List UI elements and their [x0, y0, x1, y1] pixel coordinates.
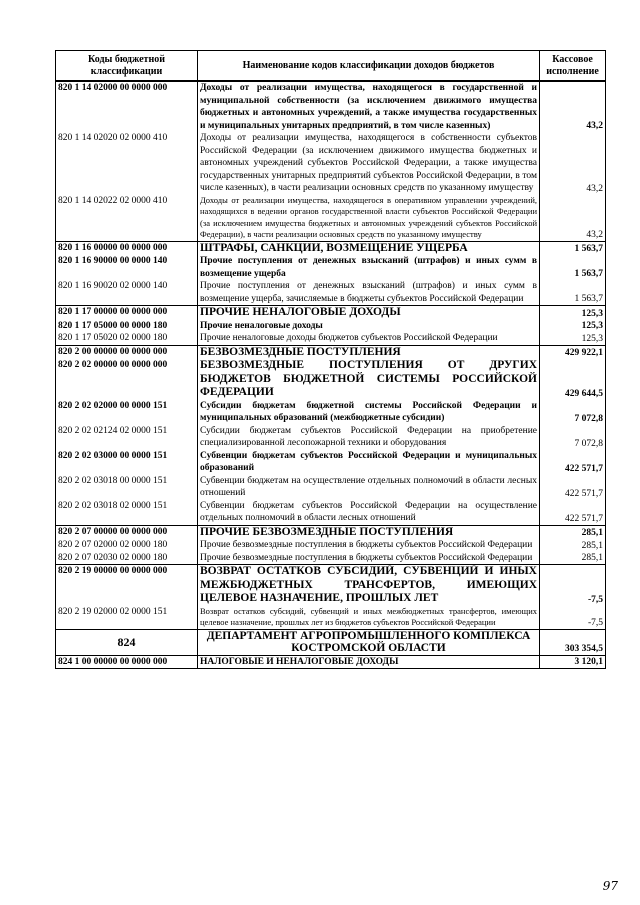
- row-value: -7,5: [540, 606, 606, 630]
- budget-table: [55, 50, 606, 669]
- row-name: ВОЗВРАТ ОСТАТКОВ СУБСИДИЙ, СУБВЕНЦИЙ И ИНЫХ МЕЖБЮДЖЕТНЫХ ТРАНСФЕРТОВ, ИМЕЮЩИХ ЦЕЛЕВОЕ НАЗНАЧЕНИЕ, ПРОШЛЫХ ЛЕТ: [198, 565, 540, 606]
- row-value: 429 644,5: [540, 359, 606, 400]
- row-name: Прочие безвозмездные поступления в бюджеты субъектов Российской Федерации: [198, 539, 540, 552]
- row-value: 303 354,5: [540, 629, 606, 655]
- row-value: 1 563,7: [540, 255, 606, 280]
- row-value: 125,3: [540, 320, 606, 333]
- row-code: 820 2 00 00000 00 0000 000: [56, 345, 198, 359]
- handwritten-page-mark: 97: [602, 879, 618, 893]
- table-row: [56, 195, 606, 242]
- row-code: 820 2 02 02124 02 0000 151: [56, 425, 198, 450]
- row-code: 820 2 19 00000 00 0000 000: [56, 565, 198, 606]
- row-value: 422 571,7: [540, 450, 606, 475]
- row-value: 1 563,7: [540, 280, 606, 306]
- row-code: 820 2 19 02000 02 0000 151: [56, 606, 198, 630]
- row-value: 43,2: [540, 81, 606, 132]
- row-name: Доходы от реализации имущества, находящегося в государственной и муниципальной собственности (за исключением движимого имущества бюджетных и автономных учреждений, а также имущества государственных и муниципальных унитарных предприятий, в том числе казенных): [198, 81, 540, 132]
- row-name: Прочие неналоговые доходы: [198, 320, 540, 333]
- row-name: Доходы от реализации имущества, находящегося в собственности субъектов Российской Федерации (за исключением движимого имущества бюджетных и автономных учреждений субъектов Российской Федерации, а также имущества государственных унитарных предприятий субъектов Российской Федерации, в том числе казенных), в части реализации основных средств по указанному имуществу: [198, 132, 540, 195]
- row-name: Прочие безвозмездные поступления в бюджеты субъектов Российской Федерации: [198, 552, 540, 565]
- row-value: 125,3: [540, 332, 606, 345]
- header-name: Наименование кодов классификации доходов бюджетов: [198, 51, 540, 82]
- table-row: [56, 255, 606, 280]
- row-code: 820 2 07 02030 02 0000 180: [56, 552, 198, 565]
- row-name: Субвенции бюджетам субъектов Российской Федерации и муниципальных образований: [198, 450, 540, 475]
- header-code: Коды бюджетной классификации: [56, 51, 198, 82]
- table-row: [56, 552, 606, 565]
- table-row: [56, 565, 606, 606]
- row-value: 422 571,7: [540, 475, 606, 500]
- table-row-department: [56, 629, 606, 655]
- table-row: [56, 280, 606, 306]
- row-value: 43,2: [540, 132, 606, 195]
- table-row: [56, 475, 606, 500]
- row-value: 7 072,8: [540, 400, 606, 425]
- table-header-row: [56, 51, 606, 82]
- row-code: 820 2 07 02000 02 0000 180: [56, 539, 198, 552]
- row-name: Прочие поступления от денежных взысканий (штрафов) и иных сумм в возмещение ущерба: [198, 255, 540, 280]
- row-name: ШТРАФЫ, САНКЦИИ, ВОЗМЕЩЕНИЕ УЩЕРБА: [198, 241, 540, 255]
- row-name: БЕЗВОЗМЕЗДНЫЕ ПОСТУПЛЕНИЯ: [198, 345, 540, 359]
- row-code: 824 1 00 00000 00 0000 000: [56, 655, 198, 669]
- table-row: [56, 655, 606, 669]
- table-row: [56, 332, 606, 345]
- row-code: 820 2 02 00000 00 0000 000: [56, 359, 198, 400]
- row-code: 820 1 17 05000 00 0000 180: [56, 320, 198, 333]
- row-value: 1 563,7: [540, 241, 606, 255]
- row-code: 820 1 17 05020 02 0000 180: [56, 332, 198, 345]
- row-code: 820 1 16 90020 02 0000 140: [56, 280, 198, 306]
- row-name: Прочие поступления от денежных взысканий (штрафов) и иных сумм в возмещение ущерба, зачисляемые в бюджеты субъектов Российской Федерации: [198, 280, 540, 306]
- row-value: 125,3: [540, 306, 606, 320]
- table-row: [56, 425, 606, 450]
- row-value: 285,1: [540, 552, 606, 565]
- row-value: 422 571,7: [540, 500, 606, 526]
- row-name: ПРОЧИЕ НЕНАЛОГОВЫЕ ДОХОДЫ: [198, 306, 540, 320]
- table-row: [56, 345, 606, 359]
- row-code: 820 1 17 00000 00 0000 000: [56, 306, 198, 320]
- row-name: ПРОЧИЕ БЕЗВОЗМЕЗДНЫЕ ПОСТУПЛЕНИЯ: [198, 525, 540, 539]
- table-row: [56, 132, 606, 195]
- row-value: 7 072,8: [540, 425, 606, 450]
- row-code: 820 2 07 00000 00 0000 000: [56, 525, 198, 539]
- header-value: Кассовое исполнение: [540, 51, 606, 82]
- row-value: 429 922,1: [540, 345, 606, 359]
- row-code: 820 1 16 90000 00 0000 140: [56, 255, 198, 280]
- row-name: Субсидии бюджетам бюджетной системы Российской Федерации и муниципальных образований (межбюджетные субсидии): [198, 400, 540, 425]
- row-value: -7,5: [540, 565, 606, 606]
- table-row: [56, 539, 606, 552]
- table-row: [56, 500, 606, 526]
- row-code: 820 1 14 02022 02 0000 410: [56, 195, 198, 242]
- row-name: Прочие неналоговые доходы бюджетов субъектов Российской Федерации: [198, 332, 540, 345]
- row-code: 824: [56, 629, 198, 655]
- row-name: Доходы от реализации имущества, находящегося в оперативном управлении учреждений, находящихся в ведении органов государственной власти субъектов Российской Федерации (за исключением имущества бюджетных и автономных учреждений субъектов Российской Федерации), в части реализации основных средств по указанному имуществу: [198, 195, 540, 242]
- row-code: 820 2 02 03018 00 0000 151: [56, 475, 198, 500]
- table-row: [56, 525, 606, 539]
- row-value: 285,1: [540, 539, 606, 552]
- row-name: Возврат остатков субсидий, субвенций и иных межбюджетных трансфертов, имеющих целевое назначение, прошлых лет из бюджетов субъектов Российской Федерации: [198, 606, 540, 630]
- table-row: [56, 241, 606, 255]
- row-value: 285,1: [540, 525, 606, 539]
- row-code: 820 2 02 03000 00 0000 151: [56, 450, 198, 475]
- row-code: 820 2 02 02000 00 0000 151: [56, 400, 198, 425]
- row-code: 820 2 02 03018 02 0000 151: [56, 500, 198, 526]
- table-row: [56, 81, 606, 132]
- row-value: 3 120,1: [540, 655, 606, 669]
- row-code: 820 1 14 02020 02 0000 410: [56, 132, 198, 195]
- table-row: [56, 450, 606, 475]
- row-name: НАЛОГОВЫЕ И НЕНАЛОГОВЫЕ ДОХОДЫ: [198, 655, 540, 669]
- table-row: [56, 320, 606, 333]
- row-name: Субвенции бюджетам субъектов Российской Федерации на осуществление отдельных полномочий в области лесных отношений: [198, 500, 540, 526]
- table-row: [56, 359, 606, 400]
- row-code: 820 1 16 00000 00 0000 000: [56, 241, 198, 255]
- row-value: 43,2: [540, 195, 606, 242]
- table-row: [56, 400, 606, 425]
- table-row: [56, 606, 606, 630]
- row-name: Субсидии бюджетам субъектов Российской Федерации на приобретение специализированной лесопожарной техники и оборудования: [198, 425, 540, 450]
- row-name: Субвенции бюджетам на осуществление отдельных полномочий в области лесных отношений: [198, 475, 540, 500]
- table-row: [56, 306, 606, 320]
- row-name: ДЕПАРТАМЕНТ АГРОПРОМЫШЛЕННОГО КОМПЛЕКСА КОСТРОМСКОЙ ОБЛАСТИ: [198, 629, 540, 655]
- row-code: 820 1 14 02000 00 0000 000: [56, 81, 198, 132]
- row-name: БЕЗВОЗМЕЗДНЫЕ ПОСТУПЛЕНИЯ ОТ ДРУГИХ БЮДЖЕТОВ БЮДЖЕТНОЙ СИСТЕМЫ РОССИЙСКОЙ ФЕДЕРАЦИИ: [198, 359, 540, 400]
